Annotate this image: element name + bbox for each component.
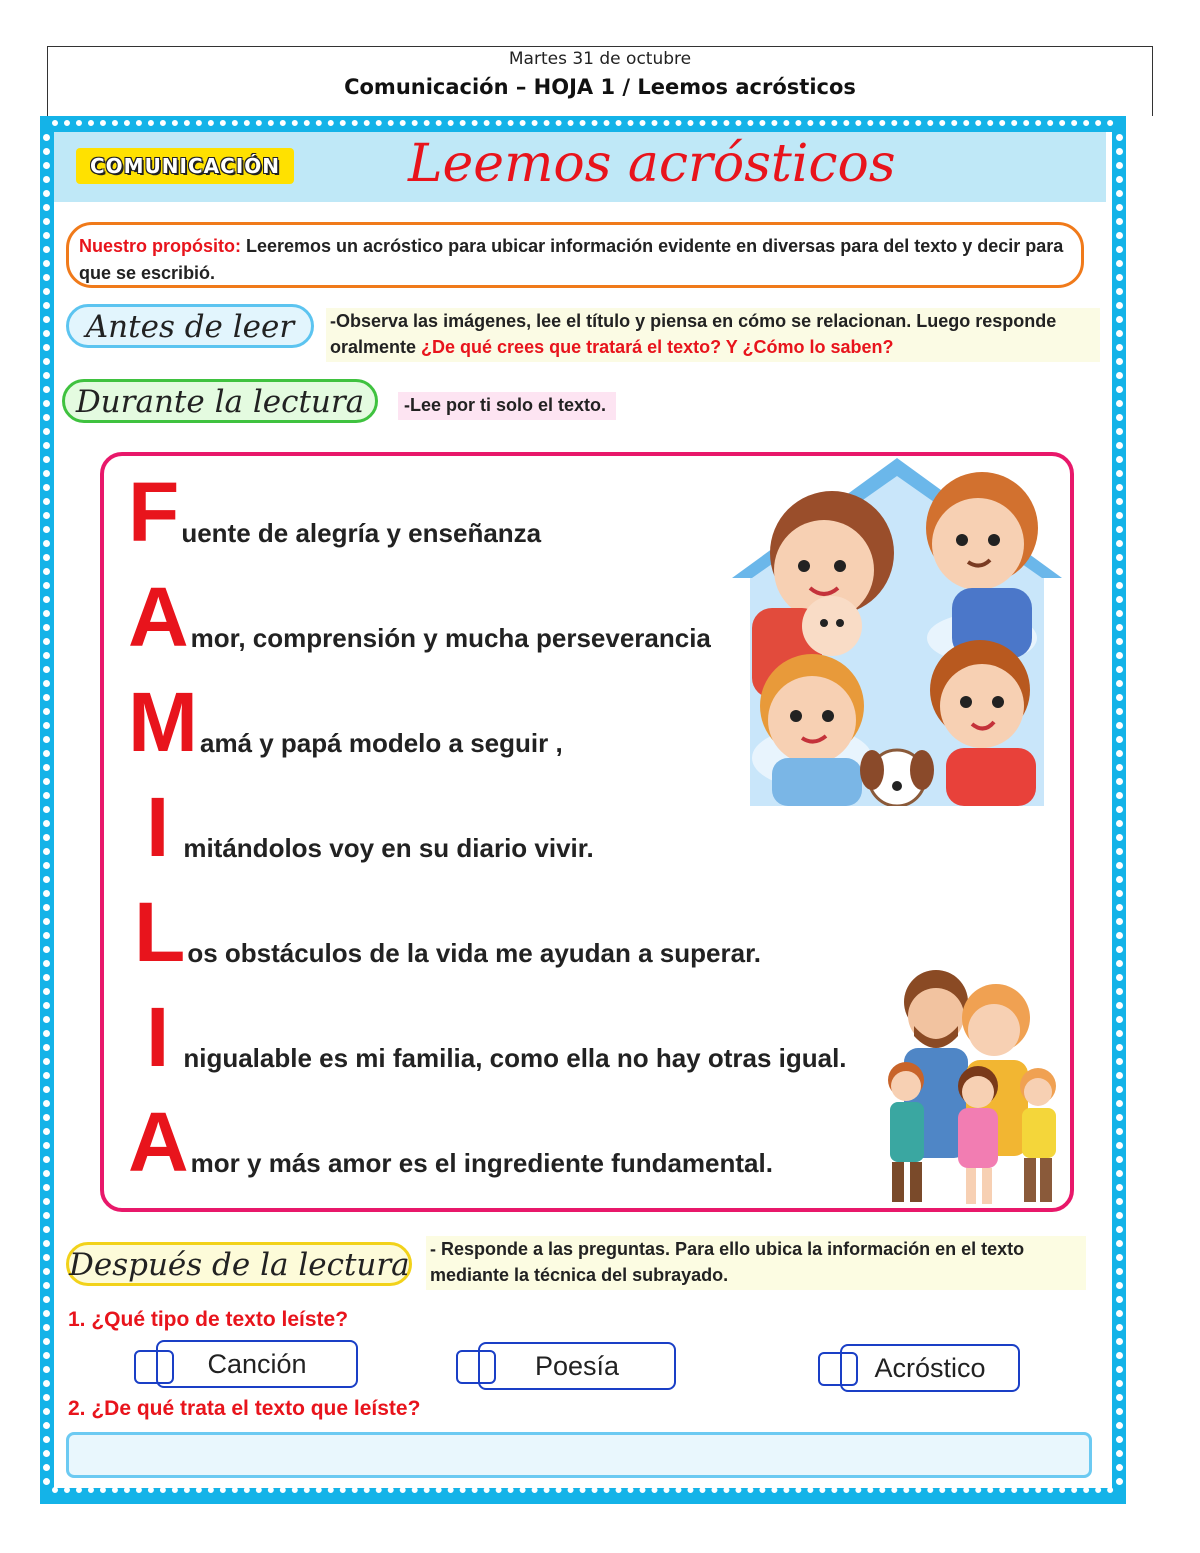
despues-de-la-lectura-label: Después de la lectura [66, 1242, 412, 1286]
acrostic-text: mor, comprensión y mucha perseverancia [190, 623, 711, 653]
acrostic-text: os obstáculos de la vida me ayudan a superar. [187, 938, 761, 968]
frame-dots-left [43, 134, 50, 1486]
acrostic-line [128, 885, 761, 982]
purpose-label: Nuestro propósito: [79, 236, 241, 256]
option-poesia[interactable]: Poesía [478, 1342, 676, 1390]
acrostic-letter: L [134, 885, 186, 979]
frame-dots-bottom [52, 1487, 1114, 1499]
acrostic-line [128, 1095, 773, 1192]
family-house-illustration [732, 458, 1072, 806]
antes-text: -Observa las imágenes, lee el título y piensa en cómo se relacionan. Luego responde oralmente [330, 311, 1057, 357]
durante-la-lectura-label: Durante la lectura [62, 379, 378, 423]
antes-instruction [326, 308, 1100, 362]
acrostic-text: mor y más amor es el ingrediente fundamental. [190, 1148, 773, 1178]
antes-de-leer-label: Antes de leer [66, 304, 314, 348]
option-cancion[interactable]: Canción [156, 1340, 358, 1388]
option-acrostico[interactable]: Acróstico [840, 1344, 1020, 1392]
question-2: 2. ¿De qué trata el texto que leíste? [68, 1397, 421, 1420]
despues-instruction: - Responde a las preguntas. Para ello ubica la información en el texto mediante la técnica del subrayado. [426, 1236, 1086, 1290]
acrostic-line [128, 570, 711, 667]
subject-badge: COMUNICACIÓN [76, 148, 294, 184]
acrostic-line [128, 990, 847, 1087]
acrostic-line [128, 780, 594, 877]
acrostic-line [128, 465, 542, 562]
acrostic-text: uente de alegría y enseñanza [181, 518, 542, 548]
header-title: Comunicación – HOJA 1 / Leemos acrósticos [344, 75, 856, 99]
acrostic-letter: M [128, 675, 198, 769]
antes-question: ¿De qué crees que tratará el texto? Y ¿Cómo lo saben? [421, 337, 894, 357]
purpose-box [66, 222, 1084, 288]
acrostic-letter: I [146, 990, 170, 1084]
acrostic-line [128, 675, 563, 772]
acrostic-letter: A [128, 1095, 189, 1189]
header-date: Martes 31 de octubre [508, 49, 692, 69]
acrostic-letter: F [128, 465, 180, 559]
question-1: 1. ¿Qué tipo de texto leíste? [68, 1308, 349, 1331]
acrostic-letter: I [146, 780, 170, 874]
answer-field[interactable] [66, 1432, 1092, 1478]
acrostic-text: nigualable es mi familia, como ella no hay otras igual. [183, 1043, 847, 1073]
family-group-illustration [882, 968, 1068, 1208]
acrostic-text: mitándolos voy en su diario vivir. [183, 833, 594, 863]
acrostic-letter: A [128, 570, 189, 664]
acrostic-text: amá y papá modelo a seguir , [199, 728, 563, 758]
document-header [47, 46, 1153, 116]
worksheet-title: Leemos acrósticos [408, 134, 896, 194]
frame-dots-right [1116, 134, 1123, 1486]
durante-instruction: -Lee por ti solo el texto. [398, 392, 616, 420]
purpose-text: Leeremos un acróstico para ubicar información evidente en diversas para del texto y decir para que se escribió. [79, 236, 1064, 283]
